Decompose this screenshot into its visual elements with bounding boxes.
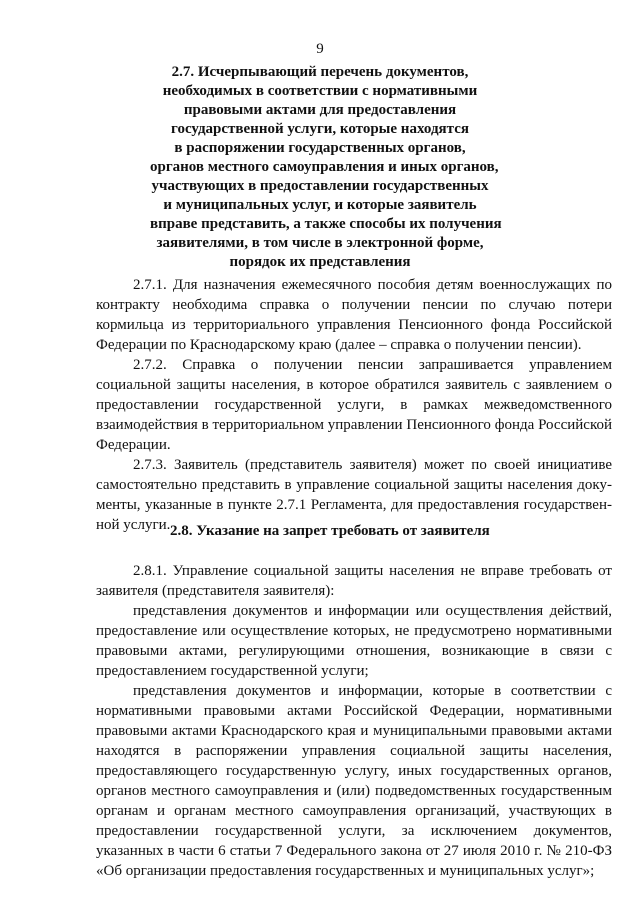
paragraph-line: правовыми актами Краснодарского края и муниципальными правовыми актами (96, 723, 612, 739)
paragraph-line: 2.8.1. Управление социальной защиты населения не вправе требовать от (133, 563, 612, 579)
paragraph-line: органам и органам местного самоуправления организаций, участвующих в (96, 803, 612, 819)
paragraph-line: представления документов и информации, которые в соответствии с (133, 683, 612, 699)
paragraph-line: указанных в части 6 статьи 7 Федерального закона от 27 июля 2010 г. № 210-ФЗ (96, 843, 612, 859)
paragraph-line: 2.7.3. Заявитель (представитель заявителя) может по своей инициативе (133, 457, 612, 473)
page-number: 9 (316, 41, 324, 57)
heading-line: порядок их представления (229, 254, 411, 270)
heading-line: 2.7. Исчерпывающий перечень документов, (171, 64, 469, 80)
heading-line: необходимых в соответствии с нормативными (162, 83, 478, 99)
paragraph-line: Федерации по Краснодарскому краю (далее – справка о получении пенсии). (96, 337, 582, 353)
heading-line: в распоряжении государственных органов, (174, 140, 466, 156)
heading-line: участвующих в предоставлении государственных (151, 178, 489, 194)
section-2-7-heading (150, 63, 502, 272)
paragraph-line: 2.7.2. Справка о получении пенсии запрашивается управлением (133, 357, 612, 373)
heading-line: государственной услуги, которые находятся (171, 121, 469, 137)
heading-line: правовыми актами для предоставления (183, 102, 457, 118)
heading-line: органов местного самоуправления и иных органов, (150, 159, 499, 175)
paragraph-line: социальной защиты населения, в которое обратился заявитель с заявлением о (96, 377, 612, 393)
paragraph-line: Федерации. (96, 437, 171, 453)
paragraph-line: заявителя (представителя заявителя): (96, 583, 335, 599)
paragraph-line: находятся в распоряжении управления социальной защиты населения, (96, 743, 612, 759)
paragraph-line: предоставлении государственной услуги, в рамках межведомственного (96, 397, 612, 413)
paragraph-line: взаимодействия в территориальном управлении Пенсионного фонда Российской (96, 417, 612, 433)
heading-line: вправе представить, а также способы их получения (150, 216, 502, 232)
paragraph-line: предоставлении государственной услуги, за исключением документов, (96, 823, 612, 839)
paragraph-line: самостоятельно представить в управление социальной защиты населения доку- (96, 477, 612, 493)
paragraph-line: ной услуги. (96, 517, 171, 533)
heading-line: заявителями, в том числе в электронной форме, (156, 235, 484, 251)
paragraph-line: кормильца из территориального управления Пенсионного фонда Российской (96, 317, 612, 333)
paragraph-line: «Об организации предоставления государственных и муниципальных услуг»; (96, 863, 595, 879)
paragraph-line: предоставлением государственной услуги; (96, 663, 369, 679)
section-2-8-body (96, 561, 612, 881)
section-2-8-heading (170, 522, 490, 541)
paragraph-line: 2.7.1. Для назначения ежемесячного пособия детям военнослужащих по (133, 277, 612, 293)
section-2-7-body (96, 275, 612, 535)
paragraph-line: нормативными правовыми актами Российской Федерации, нормативными (96, 703, 612, 719)
paragraph-line: контракту необходима справка о получении пенсии по случаю потери (96, 297, 612, 313)
paragraph-line: органов местного самоуправления и (или) подведомственных государственным (96, 783, 612, 799)
paragraph-line: менты, указанные в пункте 2.7.1 Регламента, для предоставления государствен- (96, 497, 612, 513)
heading-line: 2.8. Указание на запрет требовать от заявителя (170, 523, 490, 539)
paragraph-line: предоставление или осуществление которых, не предусмотрено нормативными (96, 623, 612, 639)
heading-line: и муниципальных услуг, и которые заявитель (163, 197, 477, 213)
paragraph-line: представления документов и информации или осуществления действий, (133, 603, 612, 619)
paragraph-line: предоставляющего государственную услугу, иных государственных органов, (96, 763, 612, 779)
paragraph-line: правовыми актами, регулирующими отношения, возникающие в связи с (96, 643, 612, 659)
